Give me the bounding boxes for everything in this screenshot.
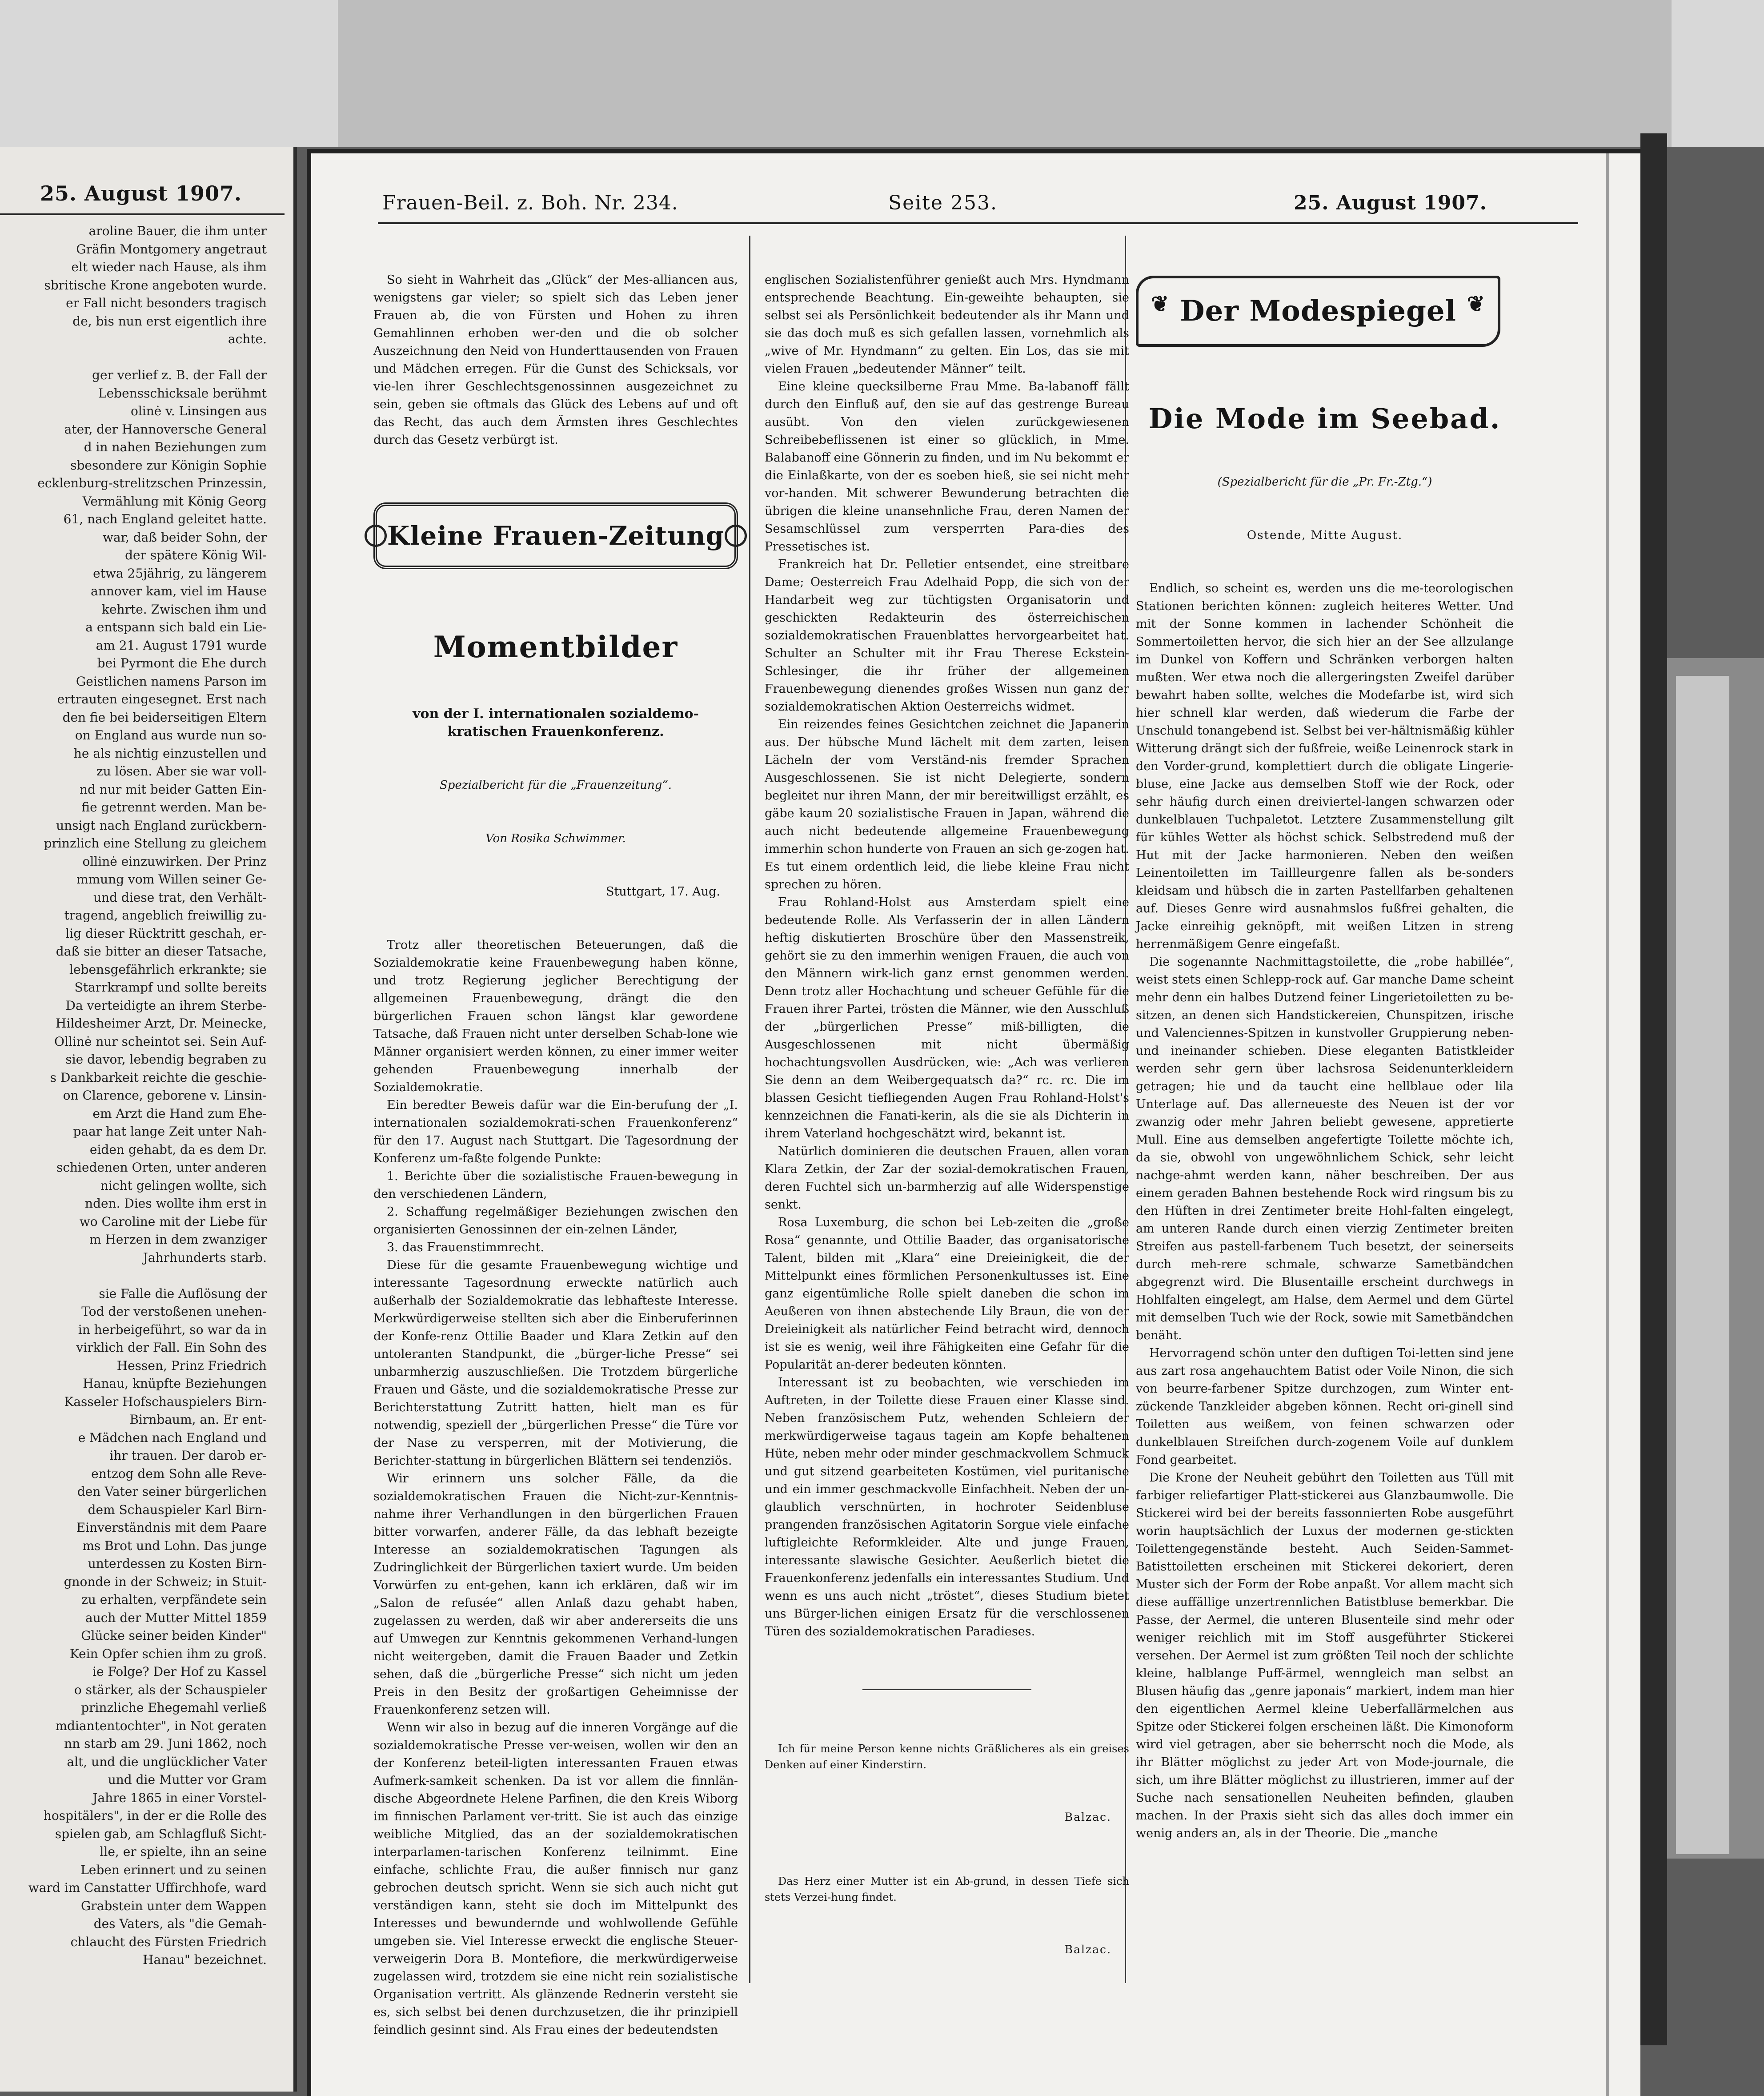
left-page-line: em Arzt die Hand zum Ehe- (92, 1106, 267, 1121)
quote-2-author: Balzac. (1064, 1943, 1111, 1956)
scroll-ornament-icon: ❦ (1151, 292, 1170, 317)
left-page-line: d in nahen Beziehungen zum (84, 440, 267, 454)
left-page-line: Birnbaum, an. Er ent- (129, 1412, 267, 1427)
left-page-line: sie Falle die Auflösung der (99, 1286, 267, 1301)
left-page-line: nd nur mit beider Gatten Ein- (79, 782, 267, 797)
fashion-spezialbericht-note: (Spezialbericht für die „Pr. Fr.-Ztg.“) (1217, 475, 1432, 489)
left-page-line: a entspann sich bald ein Lie- (85, 620, 267, 634)
left-page-column (0, 222, 267, 1969)
col2-paragraph: englischen Sozialistenführer genießt auch Mrs. Hyndmann entsprechende Beachtung. Ein-geweihte behaupten, sie selbst sei als Persönlichkeit bedeutender als ihr Mann und sie das doch muß es sich gefallen lassen, vornehmlich als „wive of Mr. Hyndmann“ zu gelten. Ein Los, das sie mit vielen Frauen „bedeutender Männer“ teilt. (765, 273, 1133, 376)
left-page-line: o stärker, als der Schauspieler (74, 1682, 267, 1697)
col3-paragraph: Die Krone der Neuheit gebührt den Toiletten aus Tüll mit farbiger reliefartiger Platt-stickerei aus Glanzbaumwolle. Die Stickerei wird bei der bereits fassonnierten Robe ausgeführt worin hauptsächlich der Luxus der modernen ge-stickten Toilettengegenstände besteht. Auch Seiden-Sammet-Batisttoiletten erscheinen mit Stickerei dekoriert, deren Muster sich der Form der Robe anpaßt. Vor allem macht sich diese auffällige unzertrennlichen Batistbluse bemerkbar. Die Passe, der Aermel, die unteren Blusenteile sind mehr oder weniger reichlich mit im Stoff ausgeführter Stickerei versehen. Der Aermel ist zum größten Teil noch der schlichte kleine, halblange Puff-ärmel, wenngleich man selbst an Blusen häufig das „genre japonais“ markiert, indem man hier den eigentlichen Aermel kleine Ueberfallärmelchen aus Spitze oder Stickerei folgen erscheinen läßt. Die Kimonoform wird viel getragen, aber sie beherrscht noch die Mode, als ihr Blätter möglichst zu jeder Art von Mode-journale, die sich, um ihre Blätter möglichst zu illustrieren, immer auf der Suche nach sensationellen Neuheiten befinden, glauben machen. In der Praxis sieht sich das alles doch immer ein wenig anders an, als in der Theorie. Die „manche (1136, 1471, 1518, 1840)
left-page-line: lle, er spielte, ihn an seine (100, 1844, 267, 1859)
left-page-line: ward im Canstatter Uffirchhofe, ward (28, 1880, 267, 1895)
left-page-line: schiedenen Orten, unter anderen (56, 1160, 267, 1175)
left-page-line: Tod der verstoßenen unehen- (81, 1304, 267, 1319)
book-edge-light (1676, 676, 1729, 1854)
left-page-line: de, bis nun erst eigentlich ihre (72, 313, 267, 329)
left-page-line: Jahrhunderts starb. (143, 1250, 267, 1265)
intro-paragraph: So sieht in Wahrheit das „Glück“ der Mes-alliancen aus, wenigstens gar vieler; so spielt sich das Leben jener Frauen ab, die von Fürsten und Hohen zu ihren Gemahlinnen erhoben wer-den und die ob solcher Auszeichnung den Neid von Hunderttausenden von Frauen und Mädchen erregen. Für die Gunst des Schicksals, vor vie-len ihrer Geschlechtsgenossinnen ausgezeichnet zu sein, geben sie oftmals das Glück des Lebens auf und oft das Recht, das auch dem Ärmsten ihres Geschlechtes durch das Gesetz verbürgt ist. (373, 273, 742, 447)
article-body-col2 (765, 271, 1133, 1641)
header-rule (378, 222, 1578, 224)
left-page-line: ertrauten eingesegnet. Erst nach (57, 692, 267, 707)
left-page-line: Grabstein unter dem Wappen (80, 1898, 267, 1913)
left-page-line: Starrkrampf und sollte bereits (74, 980, 267, 995)
column-1 (373, 236, 742, 2075)
left-page-line: sbesondere zur Königin Sophie (70, 458, 267, 473)
left-page-line: am 21. August 1791 wurde (96, 638, 267, 653)
modespiegel-banner (1136, 276, 1500, 347)
left-page-line: elt wieder nach Hause, als ihm (71, 260, 267, 274)
col2-paragraph: Frau Rohland-Holst aus Amsterdam spielt eine bedeutende Rolle. Als Verfasserin der in allen Ländern heftig diskutierten Broschüre über den Massenstreik, gehört sie zu den immerhin wenigen Frauen, die auch von den Männern wirk-lich ganz ernst genommen werden. Denn trotz aller Hochachtung und scheuer Gefühle für die Frauen ihrer Partei, trösten die Männer, wie den Ausschluß der „bürgerlichen Presse“ miß-billigten, die Ausgeschlossenen mit nicht übermäßig hochachtungsvollen Ausdrücken, wie: „Ach was verlieren Sie denn an dem Weibergequatsch da?“ rc. rc. Die im blassen Gesicht tiefliegenden Augen Frau Rohland-Holst's kennzeichnen die Fanati-kerin, als die sie als Dichterin in ihrem Vaterland hochgeschätzt wird, bekannt ist. (765, 895, 1133, 1140)
left-page-line: entzog dem Sohn alle Reve- (91, 1466, 267, 1481)
left-page-line: Einverständnis mit dem Paare (76, 1520, 267, 1535)
left-page-line: daß sie bitter an dieser Tatsache, (56, 944, 267, 959)
column-3 (1136, 236, 1518, 1878)
left-page-line: ger verlief z. B. der Fall der (92, 368, 267, 382)
left-page-line: Gräfin Montgomery angetraut (76, 241, 267, 257)
left-page-line: paar hat lange Zeit unter Nah- (73, 1124, 267, 1139)
left-page-line: auch der Mutter Mittel 1859 (85, 1610, 267, 1625)
left-page-line: on England aus wurde nun so- (75, 728, 267, 743)
left-page-line (0, 349, 267, 367)
left-page-line: ms Brot und Lohn. Das junge (82, 1538, 267, 1553)
col2-paragraph: Ein reizendes feines Gesichtchen zeichnet die Japanerin aus. Der hübsche Mund lächelt mit dem zarten, leisen Lächeln der vom Verständ-nis fremder Sprachen Ausgeschlossenen. Sie ist nicht Delegierte, sondern begleitet nur ihren Mann, der mir bereitwilligst erzählt, es gäbe kaum 20 sozialistische Frauen in Japan, während die auch nicht bedeutende allgemeine Frauenbewegung immerhin schon hunderte von Frauen an sich ge-zogen hat. Es tut einem ordentlich leid, die liebe kleine Frau nicht sprechen zu hören. (765, 718, 1133, 891)
left-page-line: eiden gehabt, da es dem Dr. (89, 1142, 267, 1157)
left-page-line: und die Mutter vor Gram (108, 1772, 267, 1787)
left-page-line: tragend, angeblich freiwillig zu- (64, 908, 267, 923)
left-page-line: in herbeigeführt, so war da in (78, 1322, 267, 1337)
left-page-line: nicht gelingen wollte, sich (100, 1178, 267, 1193)
col2-paragraph: Interessant ist zu beobachten, wie verschieden im Auftreten, in der Toilette diese Frauen einer Klasse sind. Neben französischem Putz, wehenden Schleiern der merkwürdigerweise tagaus tagein am Kopfe behaltenen Hüte, neben mehr oder minder geschmackvollem Schmuck und gut sitzend gearbeiteten Kostümen, viel puritanische und ein immer geschmackvolle Einfachheit. Neben der un-glaublich verschnürten, in hochroter Seidenbluse prangenden französischen Agitatorin Sorgue viele einfache luftigleichte Reformkleider. Alte und junge Frauen, interessante slawische Gesichter. Aeußerlich bietet die Frauenkonferenz jedenfalls ein interessantes Studium. Und wenn es uns auch nicht „tröstet“, dieses Studium bietet uns Bürger-lichen einigen Ersatz für die verschlossenen Türen des sozialdemokratischen Paradieses. (765, 1376, 1133, 1638)
left-page-line: Kein Opfer schien ihm zu groß. (69, 1646, 267, 1661)
left-page-line: ihr trauen. Der darob er- (109, 1448, 267, 1463)
article-subheadline: von der I. internationalen sozialdemo-kratischen Frauenkonferenz. (413, 706, 699, 739)
left-page-line: prinzlich eine Stellung zu gleichem (44, 836, 267, 851)
col2-paragraph: Frankreich hat Dr. Pelletier entsendet, eine streitbare Dame; Oesterreich Frau Adelhaid Popp, die sich von der Handarbeit weg zur tüchtigsten Organisatorin und geschickten Redakteurin des österreichischen sozialdemokratischen Frauenblattes hervorgearbeitet hat. Schulter an Schulter mit ihr Frau Therese Eckstein-Schlesinger, die ihr früher der allgemeinen Frauenbewegung dienendes großes Wissen nun ganz der sozialdemokratischen Aktion Oesterreichs widmet. (765, 558, 1133, 714)
left-page-line: war, daß beider Sohn, der (102, 530, 267, 545)
fashion-dateline: Ostende, Mitte August. (1247, 529, 1403, 542)
left-page-line: Hildesheimer Arzt, Dr. Meinecke, (55, 1016, 267, 1031)
left-page-line: alt, und die unglücklicher Vater (67, 1754, 267, 1769)
col1-paragraph: 3. das Frauenstimmrecht. (387, 1241, 545, 1254)
newspaper-page (307, 149, 1640, 2096)
col2-paragraph: Rosa Luxemburg, die schon bei Leb-zeiten die „große Rosa“ genannte, und Ottilie Baader, das organisatorische Talent, bilden mit „Klara“ eine Dreieinigkeit, die der Mittelpunkt eines förmlichen Personenkultusses ist. Eine ganz eigentümliche Rolle spielt daneben die schon im Aeußeren von ihnen abstechende Lily Braun, die von der Dreieinigkeit als natürlicher Feind betracht wird, dennoch ist sie es wenig, weil ihre Fähigkeiten eine Gefahr für die Popularität an-derer bedeuten könnten. (765, 1216, 1133, 1372)
left-page-line: annover kam, viel im Hause (91, 584, 267, 598)
left-page-line: Lebensschicksale berühmt (98, 385, 267, 401)
left-page-line: achte. (228, 332, 267, 346)
left-page-line: ie Folge? Der Hof zu Kassel (92, 1664, 267, 1679)
left-page-line: unterdessen zu Kosten Birn- (88, 1556, 267, 1571)
left-page-line: gnonde in der Schweiz; in Stuit- (64, 1574, 267, 1589)
left-page-line: 61, nach England geleitet hatte. (63, 512, 267, 526)
left-page-header-rule (0, 213, 285, 215)
left-page-line: spielen gab, am Schlagfluß Sicht- (55, 1826, 267, 1841)
left-page-line: Da verteidigte an ihrem Sterbe- (65, 998, 267, 1013)
kleine-frauen-zeitung-banner: Kleine Frauen-Zeitung (373, 502, 738, 569)
left-page-line: hospitälers", in der er die Rolle des (43, 1808, 267, 1823)
left-page-line: s Dankbarkeit reichte die geschie- (50, 1070, 267, 1085)
left-page-line: sie davor, lebendig begraben zu (65, 1052, 267, 1067)
header-page-number: Seite 253. (888, 192, 998, 214)
col1-paragraph: Ein beredter Beweis dafür war die Ein-berufung der „I. internationalen sozialdemokrati-schen Frauenkonferenz“ für den 17. August nach Stuttgart. Die Tagesordnung der Konferenz um-faßte folgende Punkte: (373, 1098, 742, 1165)
page-edge-shadow (1606, 153, 1609, 2096)
header-date: 25. August 1907. (1294, 192, 1487, 214)
col1-paragraph: Trotz aller theoretischen Beteuerungen, daß die Sozialdemokratie keine Frauenbewegung haben könne, und trotz Regierung jeglicher Berechtigung der allgemeinen Frauenbewegung, drängt die den bürgerlichen Frauen schon längst klar gewordene Tatsache, daß Frauen nicht unter derselben Schab-lone wie Männer organisiert werden können, zu einer immer weiter gehenden Frauenbewegung innerhalb der Sozialdemokratie. (373, 938, 742, 1094)
header-publication: Frauen-Beil. z. Boh. Nr. 234. (382, 192, 678, 214)
left-page-line: lebensgefährlich erkrankte; sie (69, 962, 267, 977)
left-page-line: olinė v. Linsingen aus (130, 404, 267, 418)
left-page-line: mdiantentochter", in Not geraten (55, 1718, 267, 1733)
left-page-line: sbritische Krone angeboten wurde. (44, 277, 267, 293)
left-page-line: er Fall nicht besonders tragisch (66, 296, 267, 310)
article-headline: Momentbilder (433, 630, 678, 664)
left-page-line: fie getrennt werden. Man be- (81, 800, 267, 815)
left-page-line: ater, der Hannoversche General (64, 422, 267, 437)
col1-paragraph: Wir erinnern uns solcher Fälle, da die sozialdemokratischen Frauen die Nicht-zur-Kenntnis-nahme ihrer Verhandlungen in den bürgerlichen Frauen bitter vorwarfen, anderer Fälle, da das lebhaft bezeigte Interesse an sozialdemokratischen Tagungen als Zudringlichkeit der Bürgerlichen taxiert wurde. Um beiden Vorwürfen zu ent-gehen, kann ich erklären, daß wir im „Salon de refusée“ allen Anlaß dazu gehabt haben, zugelassen zu werden, daß wir aber andererseits die uns auf Umwegen zur Kenntnis gekommenen Verhand-lungen nicht weitergeben, damit die Frauen Baader und Zetkin sehen, daß die „bürgerliche Presse“ sich nicht um jeden Preis in den Besitz der großartigen Geheimnisse der Frauenkonferenz setzen will. (373, 1472, 742, 1717)
left-page-line: Vermählung mit König Georg (82, 494, 267, 509)
column-rule-1 (749, 236, 750, 1983)
left-page-line: e Mädchen nach England und (78, 1430, 267, 1445)
left-page-line: wo Caroline mit der Liebe für (79, 1214, 267, 1229)
left-page-line: Glücke seiner beiden Kinder" (81, 1628, 267, 1643)
article-author: Von Rosika Schwimmer. (485, 832, 626, 845)
col3-paragraph: Endlich, so scheint es, werden uns die me-teorologischen Stationen berichten können: zugleich heiteres Wetter. Und mit der Sonne kommen in lachender Schönheit die Sommertoiletten hervor, die sich hier an der See allzulange im Dunkel von Koffern und Schränken verborgen halten mußten. Wer etwa noch die allergeringsten Zweifel darüber bewahrt haben sollte, welches die Modefarbe ist, wird sich hier schnell klar werden, daß wiederum die Farbe der Unschuld tonangebend ist. Selbst bei ver-hältnismäßig kühler Witterung drängt sich der fußfreie, weiße Leinenrock stark in den Vorder-grund, komplettiert durch die obligate Lingerie-bluse, eine Jacke aus demselben Stoff wie der Rock, oder sehr häufig durch einen dreiviertel-langen schwarzen oder dunkelblauen Tuchpaletot. Letztere Zusammenstellung gilt für kühles Wetter als höchst schick. Selbstredend muß der Hut mit der Jacke harmonieren. Neben den weißen Leinentoiletten im Taillleurgenre fallen als be-sonders kleidsam und hübsch die in zarten Pastellfarben gehaltenen auf. Dieses Genre wird ausnahmslos fußfrei gehalten, die Jacke einreihig geknöpft, mit weißen Litzen in streng herrenmäßigem Genre eingefaßt. (1136, 582, 1518, 951)
left-page-line: aroline Bauer, die ihm unter (88, 224, 267, 238)
page-header (311, 153, 1640, 220)
left-page-line: des Vaters, als "die Gemah- (93, 1916, 267, 1931)
left-page-line: chlaucht des Fürsten Friedrich (70, 1934, 267, 1949)
left-page-line: virklich der Fall. Ein Sohn des (76, 1340, 267, 1355)
left-page-line: Hanau" bezeichnet. (143, 1952, 267, 1967)
left-page-line: Hessen, Prinz Friedrich (116, 1358, 267, 1373)
col3-paragraph: Die sogenannte Nachmittagstoilette, die „robe habillée“, weist stets einen Schlepp-rock auf. Gar manche Dame scheint mehr denn ein halbes Dutzend feiner Lingerietoiletten zu be-sitzen, an denen sich Handstickereien, Chunspitzen, irische und Valenciennes-Spitzen in kunstvoller Gruppierung neben- und ineinander schieben. Diese eleganten Batistkleider werden sehr gern über lachsrosa Seidenunterkleidern getragen; hie und da taucht eine hellblaue oder lila Unterlage auf. Das allerneueste des Neuen ist der vor zwanzig oder mehr Jahren beliebt gewesene, appretierte Mull. Eine aus demselben angefertigte Toilette möchte ich, da sie, obwohl von ungewöhnlichem Schick, sehr leicht nachge-ahmt werden kann, näher beschreiben. Der aus einem geraden Bahnen bestehende Rock wird ringsum bis zu den Hüften in drei Zentimeter breite Hohl-falten eingelegt, am unteren Rande durch einen vierzig Zentimeter breiten Streifen aus pastell-farbenem Tuch besetzt, der seinerseits durch meh-rere schmale, schwarze Sametbändchen abgegrenzt wird. Die Blusentaille erscheint durchwegs in Hohlfalten eingelegt, am Halse, dem Aermel und dem Gürtel mit demselben Tuch wie der Rock, sowie mit Sametbändchen benäht. (1136, 955, 1518, 1342)
left-page-line: lig dieser Rücktritt geschah, er- (65, 926, 267, 941)
col1-paragraph: Wenn wir also in bezug auf die inneren Vorgänge auf die sozialdemokratische Presse ver-weisen, wollen wir den an der Konferenz beteil-ligten interessanten Frauen etwas Aufmerk-samkeit schenken. Da ist vor allem die finnlän-dische Abgeordnete Helene Parfinen, die den Kreis Wiborg im finnischen Parlament ver-tritt. Sie ist auch das einzige weibliche Mitglied, das an der sozialdemokratischen interparlamen-tarischen Konferenz teilnimmt. Eine einfache, schlichte Frau, die außer finnisch nur ganz gebrochen deutsch spricht. Wenn sie sich auch nicht gut verständigen kann, steht sie doch im Mittelpunkt des Interesses und bewundernde und wohlwollende Gefühle umgeben sie. Viel Interesse erweckt die englische Steuer-verweigerin Dora B. Montefiore, die merkwürdigerweise zugelassen wird, trotzdem sie eine nicht rein sozialistische Organisation vertritt. Als glänzende Rednerin versteht sie es, sich selbst bei denen durchzusetzen, die ihr prinzipiell feindlich gesinnt sind. Als Frau eines der bedeutendsten (373, 1721, 742, 2037)
col2-paragraph: Eine kleine quecksilberne Frau Mme. Ba-labanoff fällt durch den Einfluß auf, den sie auf das gestrenge Bureau ausübt. Von den vielen zurückgewiesenen Schreibebeflissenen ist einer so glücklich, in Mme. Balabanoff eine Gönnerin zu finden, und im Nu bekommt er die Einlaßkarte, von der es soeben hieß, sie sei nicht mehr vor-handen. Mit schwerer Bewunderung betrachten die übrigen die kleine unansehnliche Frau, deren Namen der Sesamschlüssel zum versperrten Para-dies des Pressetisches ist. (765, 380, 1133, 554)
left-page-line: mmung vom Willen seiner Ge- (76, 872, 267, 887)
left-page-line: Kasseler Hofschauspielers Birn- (64, 1394, 267, 1409)
left-page-line: zu lösen. Aber sie war voll- (96, 764, 267, 779)
scanner-background-top-shadow (338, 0, 1672, 147)
left-page-line: dem Schauspieler Karl Birn- (88, 1502, 267, 1517)
quote-2: Das Herz einer Mutter ist ein Ab-grund, in dessen Tiefe sich stets Verzei-hung findet. (765, 1875, 1133, 1903)
left-page-line: zu erhalten, verpfändete sein (81, 1592, 267, 1607)
fashion-article-body (1136, 580, 1518, 1843)
left-page-line: Ollinė nur scheintot sei. Sein Auf- (54, 1034, 267, 1049)
left-page-line: etwa 25jährig, zu längerem (93, 566, 267, 581)
book-edge-dark (1640, 133, 1667, 2045)
left-page-line: Jahre 1865 in einer Vorstel- (92, 1790, 267, 1805)
left-page-line: und diese trat, den Verhält- (93, 890, 267, 905)
left-page-line: ollinė einzuwirken. Der Prinz (82, 854, 267, 869)
left-page-line: Hanau, knüpfte Beziehungen (83, 1376, 267, 1391)
quote-1: Ich für meine Person kenne nichts Gräßlicheres als ein greises Denken auf einer Kinderstirn. (765, 1743, 1133, 1771)
col2-paragraph: Natürlich dominieren die deutschen Frauen, allen voran Klara Zetkin, der Zar der sozial-demokratischen Frauen, deren Fuchtel sich un-barmherzig auf alle Widerspenstige senkt. (765, 1144, 1133, 1212)
col1-paragraph: 2. Schaffung regelmäßiger Beziehungen zwischen den organisierten Genossinnen der ein-zelnen Länder, (373, 1205, 742, 1237)
left-page-line: der spätere König Wil- (125, 548, 267, 562)
left-page-line: Geistlichen namens Parson im (76, 674, 267, 689)
modespiegel-banner-title: Der Modespiegel (1180, 294, 1456, 328)
left-page-line: prinzliche Ehegemahl verließ (81, 1700, 267, 1715)
quote-1-author: Balzac. (1064, 1811, 1111, 1823)
col1-paragraph: 1. Berichte über die sozialistische Frauen-bewegung in den verschiedenen Ländern, (373, 1169, 742, 1201)
left-page-line: m Herzen in dem zwanziger (89, 1232, 267, 1247)
left-page-line: ecklenburg-strelitzschen Prinzessin, (37, 476, 267, 490)
left-page-line: den Vater seiner bürgerlichen (77, 1484, 267, 1499)
fashion-article-title: Die Mode im Seebad. (1148, 402, 1501, 435)
article-body-col1 (373, 936, 742, 2039)
left-page-line: nden. Dies wollte ihm erst in (85, 1196, 267, 1211)
left-page-line (0, 1267, 267, 1285)
col1-paragraph: Diese für die gesamte Frauenbewegung wichtige und interessante Tagesordnung erweckte natürlich auch außerhalb der Sozialdemokratie das lebhafteste Interesse. Merkwürdigerweise stellten sich aber die Einberuferinnen der Konfe-renz Ottilie Baader und Klara Zetkin auf den untoleranten Standpunkt, die „bürger-liche Presse“ sei unbarmherzig auszuschließen. Die Trotzdem bürgerliche Frauen und Gäste, und die sozialdemokratische Presse zur Berichterstattung Zutritt hatten, hielt man es für notwendig, speziell der „bürgerlichen Presse“ die Türe vor der Nase zu versperren, mit der Motivierung, die Berichter-stattung in bürgerlichen Blättern sei tendenziös. (373, 1258, 742, 1468)
left-page-line: nn starb am 29. Juni 1862, noch (64, 1736, 267, 1751)
left-page-line: he als nichtig einzustellen und (73, 746, 267, 761)
column-2 (765, 236, 1133, 2006)
left-page-line: unsigt nach England zurückbern- (56, 818, 267, 833)
col3-paragraph: Hervorragend schön unter den duftigen Toi-letten sind jene aus zart rosa angehauchtem Batist oder Voile Ninon, die sich von beurre-farbener Spitze durchzogen, zum Winter ent-zückende Tanzkleider abgeben können. Recht ori-ginell sind Toiletten aus weißem, von feinen schwarzen oder dunkelblauen Streifchen durch-zogenem Voile auf dunklem Fond gearbeitet. (1136, 1346, 1518, 1467)
left-page-line: bei Pyrmont die Ehe durch (97, 656, 267, 671)
quote-separator (862, 1689, 1031, 1690)
left-page-date: 25. August 1907. (40, 181, 242, 205)
left-page-line: on Clarence, geborene v. Linsin- (63, 1088, 267, 1103)
left-page-fragment (0, 147, 297, 2092)
left-page-line: kehrte. Zwischen ihm und (102, 602, 267, 617)
left-page-line: Leben erinnert und zu seinen (80, 1862, 267, 1877)
article-dateline: Stuttgart, 17. Aug. (605, 885, 720, 899)
scroll-ornament-icon: ❦ (1467, 292, 1485, 317)
spezialbericht-note: Spezialbericht für die „Frauenzeitung“. (440, 779, 672, 792)
left-page-line: den fie bei beiderseitigen Eltern (62, 710, 267, 725)
